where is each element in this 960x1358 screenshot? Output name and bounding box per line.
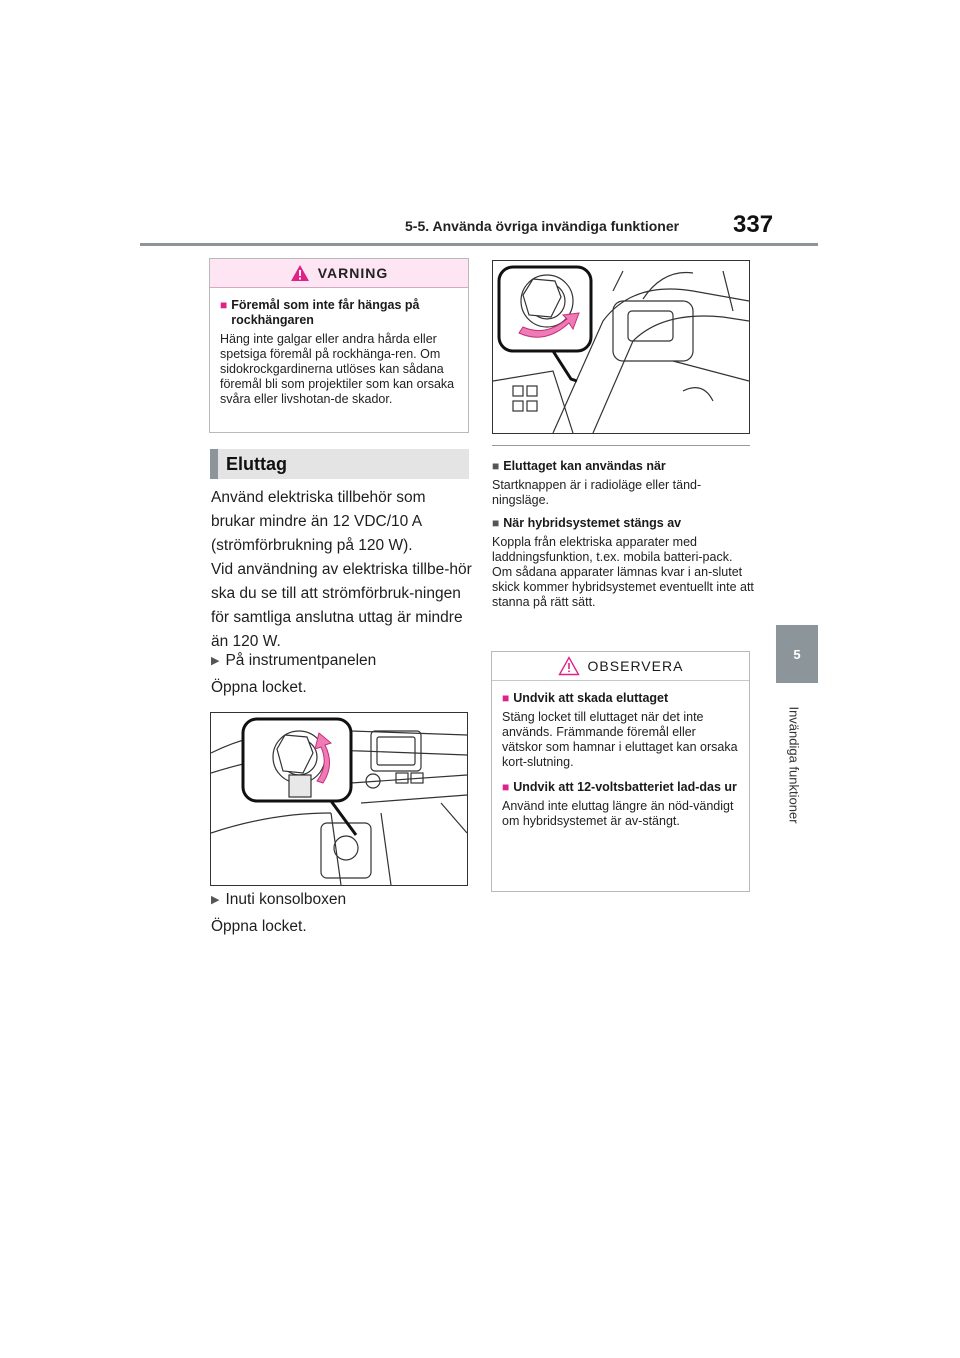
section-para-1: Använd elektriska tillbehör som brukar mindre än 12 VDC/10 A (strömförbrukning på 120 W).: [211, 489, 426, 554]
instruction-open-cover-2: Öppna locket.: [211, 918, 307, 935]
note-2-heading-text: När hybridsystemet stängs av: [503, 516, 682, 530]
warning-subheading-text: Föremål som inte får hängas på rockhängaren: [231, 298, 420, 327]
bullet-triangle-icon: ▶: [211, 894, 220, 906]
bullet-instrument-panel-text: På instrumentpanelen: [225, 652, 377, 669]
figure-console-box: [492, 260, 750, 434]
section-para-2: Vid användning av elektriska tillbe-hör ska du se till att strömförbruk-ningen för samtliga anslutna uttag är mindre än 120 W.: [211, 561, 472, 650]
warning-text: Häng inte galgar eller andra hårda eller spetsiga föremål på rockhänga-ren. Om sidokrockgardinerna utlöses kan sådana föremål bli som projektiler som kan orsaka svåra eller livshotan-de skador.: [220, 332, 455, 406]
warning-box: [209, 258, 469, 433]
bullet-square-icon: ■: [220, 298, 228, 312]
warning-body: [210, 288, 468, 415]
notice-box-header: [492, 652, 749, 681]
notes-divider: [492, 445, 750, 446]
bullet-console-box: [211, 889, 346, 911]
bullet-console-box-text: Inuti konsolboxen: [225, 891, 347, 908]
notice-heading: OBSERVERA: [587, 658, 684, 674]
notice-sub1-heading-text: Undvik att skada eluttaget: [513, 691, 669, 705]
warning-box-header: [210, 259, 468, 288]
bullet-square-icon: ■: [492, 459, 500, 473]
notice-box: [491, 651, 750, 892]
notice-sub2-text: Använd inte eluttag längre än nöd-vändigt om hybridsystemet är av-stängt.: [502, 799, 734, 828]
bullet-square-icon: ■: [492, 516, 500, 530]
note-2: [492, 512, 754, 610]
instrument-panel-illustration: [211, 713, 467, 885]
header-rule: [140, 243, 818, 246]
bullet-instrument-panel: [211, 650, 376, 672]
notice-body: [492, 681, 749, 837]
chapter-tab: 5: [776, 625, 818, 683]
bullet-triangle-icon: ▶: [211, 655, 220, 667]
instruction-open-cover-1: Öppna locket.: [211, 679, 307, 696]
warning-subheading: [220, 298, 458, 328]
notice-triangle-icon: [558, 656, 580, 676]
note-2-text: Koppla från elektriska apparater med laddningsfunktion, t.ex. mobila batteri-pack. Om sådana apparater lämnas kvar i an-slutet skick kommer hybridsystemet eventuellt inte att stanna på rätt sätt.: [492, 535, 754, 609]
notice-sub1-text: Stäng locket till eluttaget när det inte används. Främmande föremål eller vätskor som hamnar i eluttaget kan orsaka kort-slutning.: [502, 710, 738, 769]
note-1-text: Startknappen är i radioläge eller tänd-ningsläge.: [492, 478, 702, 507]
bullet-square-icon: ■: [502, 780, 510, 794]
header-section-title: 5-5. Använda övriga invändiga funktioner: [405, 218, 680, 234]
note-1-heading: [492, 459, 754, 474]
warning-triangle-icon: [290, 264, 310, 282]
chapter-label: [784, 690, 804, 840]
notice-sub2-heading: [502, 780, 739, 795]
note-1-heading-text: Eluttaget kan användas när: [503, 459, 666, 473]
console-box-illustration: [493, 261, 749, 433]
section-heading: Eluttag: [210, 449, 469, 479]
warning-heading: VARNING: [317, 265, 389, 281]
bullet-square-icon: ■: [502, 691, 510, 705]
chapter-label-text: Invändiga funktioner: [786, 706, 802, 824]
figure-instrument-panel: [210, 712, 468, 886]
note-2-heading: [492, 516, 754, 531]
page-number: 337: [733, 211, 774, 238]
notice-sub2-heading-text: Undvik att 12-voltsbatteriet lad-das ur: [513, 780, 737, 794]
note-1: [492, 455, 754, 508]
notice-sub1-heading: [502, 691, 739, 706]
